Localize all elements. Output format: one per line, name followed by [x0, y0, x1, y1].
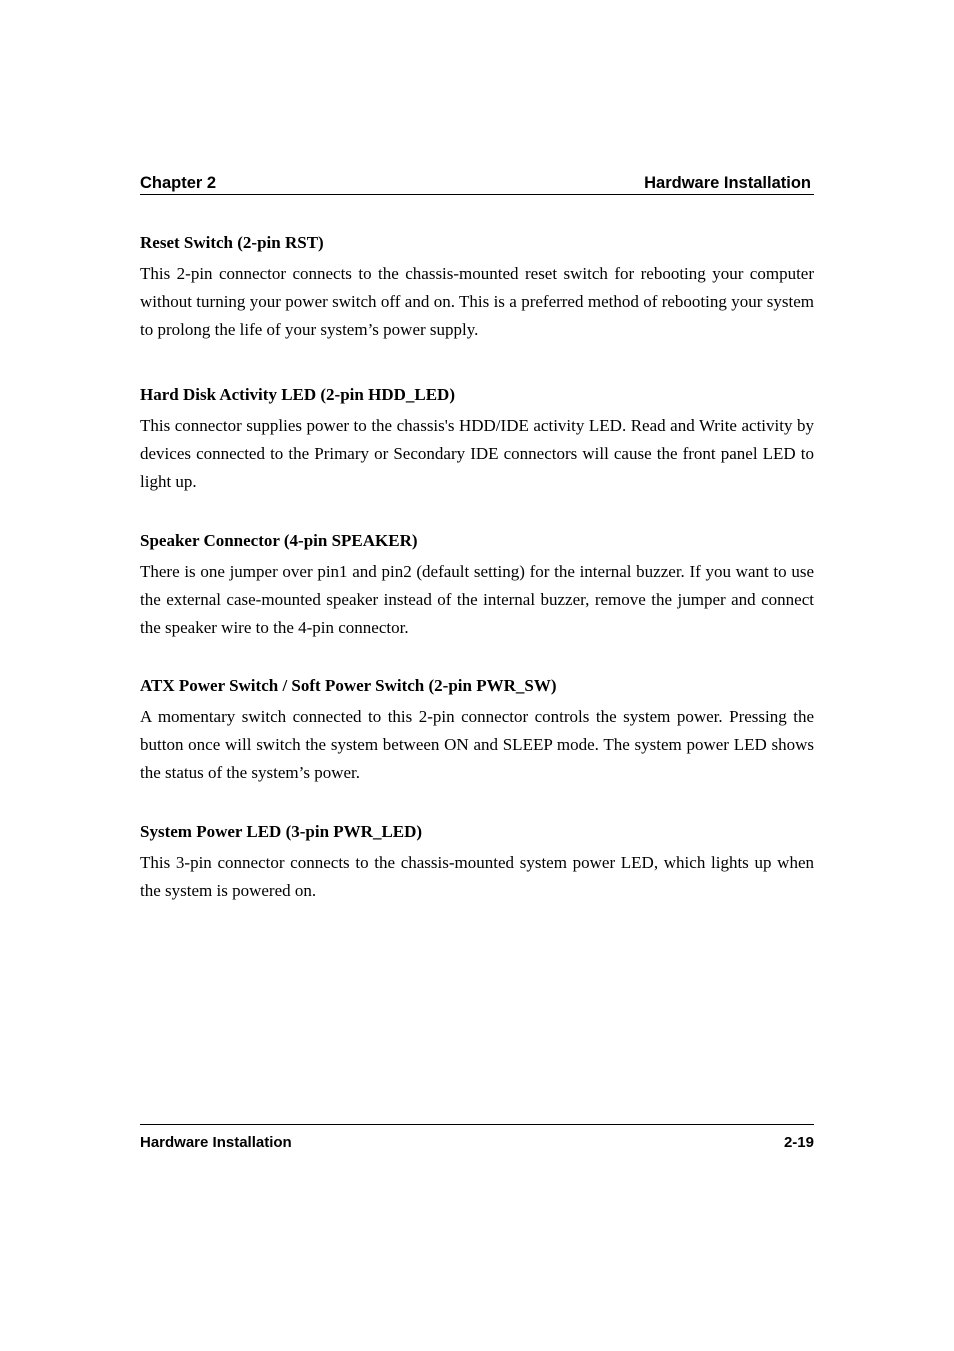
- section-heading: Reset Switch (2-pin RST): [140, 233, 324, 252]
- section-reset-switch: [140, 231, 814, 344]
- section-power-led: [140, 820, 814, 905]
- section-heading: ATX Power Switch / Soft Power Switch (2-pin PWR_SW): [140, 676, 557, 695]
- section-body: There is one jumper over pin1 and pin2 (default setting) for the internal buzzer. If you want to use the external case-mounted speaker instead of the internal buzzer, remove the jumper and connect the speaker wire to the 4-pin connector.: [140, 562, 814, 637]
- section-heading: System Power LED (3-pin PWR_LED): [140, 822, 423, 841]
- section-body: This 2-pin connector connects to the chassis-mounted reset switch for rebooting your computer without turning your power switch off and on. This is a preferred method of rebooting your system to prolong the life of your system’s power supply.: [140, 264, 814, 339]
- page-number: 2-19: [783, 1134, 814, 1151]
- section-power-switch: [140, 674, 814, 787]
- section-heading: Speaker Connector (4-pin SPEAKER): [140, 531, 418, 550]
- section-body: This connector supplies power to the chassis's HDD/IDE activity LED. Read and Write activity by devices connected to the Primary or Secondary IDE connectors will cause the front panel LED to light up.: [140, 416, 814, 491]
- chapter-label: Chapter 2: [140, 174, 217, 192]
- section-speaker-connector: [140, 529, 814, 642]
- section-heading: Hard Disk Activity LED (2-pin HDD_LED): [140, 385, 455, 404]
- page-footer: [140, 1124, 814, 1157]
- footer-title: Hardware Installation: [140, 1134, 292, 1151]
- header-title: Hardware Installation: [644, 174, 811, 192]
- page-header: [140, 173, 814, 195]
- section-hdd-led: [140, 383, 814, 496]
- section-body: This 3-pin connector connects to the chassis-mounted system power LED, which lights up when the system is powered on.: [140, 853, 814, 900]
- section-body: A momentary switch connected to this 2-pin connector controls the system power. Pressing the button once will switch the system between ON and SLEEP mode. The system power LED shows the status of the system’s power.: [140, 707, 814, 782]
